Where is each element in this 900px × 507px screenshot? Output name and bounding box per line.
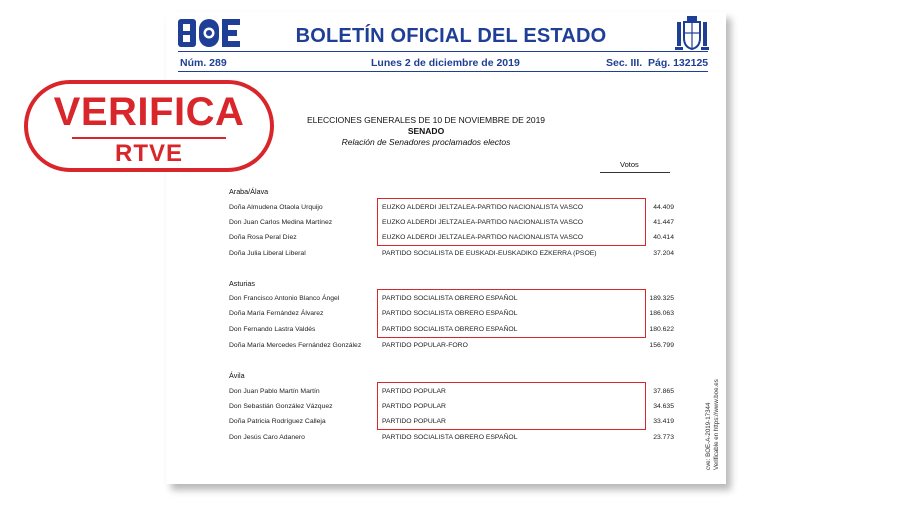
issue-number: Núm. 289 bbox=[180, 57, 227, 69]
table-row bbox=[229, 250, 674, 262]
highlight-box bbox=[377, 289, 646, 338]
section-label: Sec. III. bbox=[606, 57, 643, 69]
verification-note bbox=[705, 379, 721, 470]
party-name: EUZKO ALDERDI JELTZALEA-PARTIDO NACIONALISTA VASCO bbox=[382, 219, 584, 226]
party-name: PARTIDO SOCIALISTA OBRERO ESPAÑOL bbox=[382, 326, 518, 333]
coat-of-arms-icon bbox=[675, 16, 709, 52]
vote-count: 37.865 bbox=[653, 388, 674, 395]
senator-name: Doña Rosa Peral Díez bbox=[229, 234, 297, 241]
badge-divider bbox=[72, 137, 226, 139]
party-name: EUZKO ALDERDI JELTZALEA-PARTIDO NACIONALISTA VASCO bbox=[382, 204, 584, 211]
table-row bbox=[229, 342, 674, 354]
senator-name: Don Juan Pablo Martín Martín bbox=[229, 388, 320, 395]
vote-count: 37.204 bbox=[653, 250, 674, 257]
senator-name: Don Juan Carlos Medina Martínez bbox=[229, 219, 333, 226]
vote-count: 33.419 bbox=[653, 418, 674, 425]
section-title: Araba/Álava bbox=[229, 187, 269, 196]
senator-name: Doña Julia Liberal Liberal bbox=[229, 250, 306, 257]
election-title: ELECCIONES GENERALES DE 10 DE NOVIEMBRE DE 2019 bbox=[306, 115, 546, 125]
party-name: EUZKO ALDERDI JELTZALEA-PARTIDO NACIONALISTA VASCO bbox=[382, 234, 584, 241]
table-row bbox=[229, 434, 674, 446]
senator-name: Doña Patricia Rodríguez Calleja bbox=[229, 418, 326, 425]
verify-url[interactable]: Verificable en https://www.boe.es bbox=[713, 379, 720, 470]
senator-name: Don Fernando Lastra Valdés bbox=[229, 326, 316, 333]
vote-count: 44.409 bbox=[653, 204, 674, 211]
section-title: Asturias bbox=[229, 279, 255, 288]
boe-logo-icon bbox=[178, 19, 240, 47]
vote-count: 186.063 bbox=[649, 310, 674, 317]
vote-count: 156.799 bbox=[649, 342, 674, 349]
vote-count: 189.325 bbox=[649, 295, 674, 302]
badge-subtitle: RTVE bbox=[114, 140, 183, 167]
verifica-rtve-badge bbox=[24, 80, 274, 172]
badge-title: VERIFICA bbox=[53, 90, 245, 134]
cve-code: cve: BOE-A-2019-17344 bbox=[705, 402, 712, 470]
vote-count: 40.414 bbox=[653, 234, 674, 241]
highlight-box bbox=[377, 382, 646, 430]
vote-count: 41.447 bbox=[653, 219, 674, 226]
party-name: PARTIDO SOCIALISTA OBRERO ESPAÑOL bbox=[382, 434, 518, 441]
issue-date: Lunes 2 de diciembre de 2019 bbox=[371, 57, 520, 69]
page-number: Pág. 132125 bbox=[648, 57, 709, 69]
page-title: BOLETÍN OFICIAL DEL ESTADO bbox=[295, 25, 607, 47]
party-name: PARTIDO POPULAR bbox=[382, 403, 446, 410]
party-name: PARTIDO POPULAR-FORO bbox=[382, 342, 468, 349]
senator-name: Don Sebastián González Vázquez bbox=[229, 403, 333, 410]
party-name: PARTIDO SOCIALISTA OBRERO ESPAÑOL bbox=[382, 310, 518, 317]
highlight-box bbox=[377, 198, 646, 246]
section-title: Ávila bbox=[229, 371, 245, 380]
party-name: PARTIDO SOCIALISTA OBRERO ESPAÑOL bbox=[382, 295, 518, 302]
party-name: PARTIDO SOCIALISTA DE EUSKADI-EUSKADIKO EZKERRA (PSOE) bbox=[382, 250, 597, 257]
votes-column-header: Votos bbox=[620, 160, 639, 169]
vote-count: 34.635 bbox=[653, 403, 674, 410]
header-bottom-line bbox=[178, 71, 708, 72]
senator-name: Don Francisco Antonio Blanco Ángel bbox=[229, 295, 340, 302]
senator-name: Doña María Fernández Álvarez bbox=[229, 310, 324, 317]
party-name: PARTIDO POPULAR bbox=[382, 418, 446, 425]
party-name: PARTIDO POPULAR bbox=[382, 388, 446, 395]
senator-name: Don Jesús Caro Adanero bbox=[229, 434, 305, 441]
vote-count: 180.622 bbox=[649, 326, 674, 333]
boe-page bbox=[166, 12, 726, 484]
vote-count: 23.773 bbox=[653, 434, 674, 441]
chamber-title: SENADO bbox=[407, 126, 445, 136]
senator-name: Doña María Mercedes Fernández González bbox=[229, 342, 362, 349]
header-top-line bbox=[178, 51, 708, 52]
senator-name: Doña Almudena Otaola Urquijo bbox=[229, 204, 323, 211]
votes-underline bbox=[600, 172, 670, 173]
list-subtitle: Relación de Senadores proclamados electos bbox=[341, 137, 511, 147]
